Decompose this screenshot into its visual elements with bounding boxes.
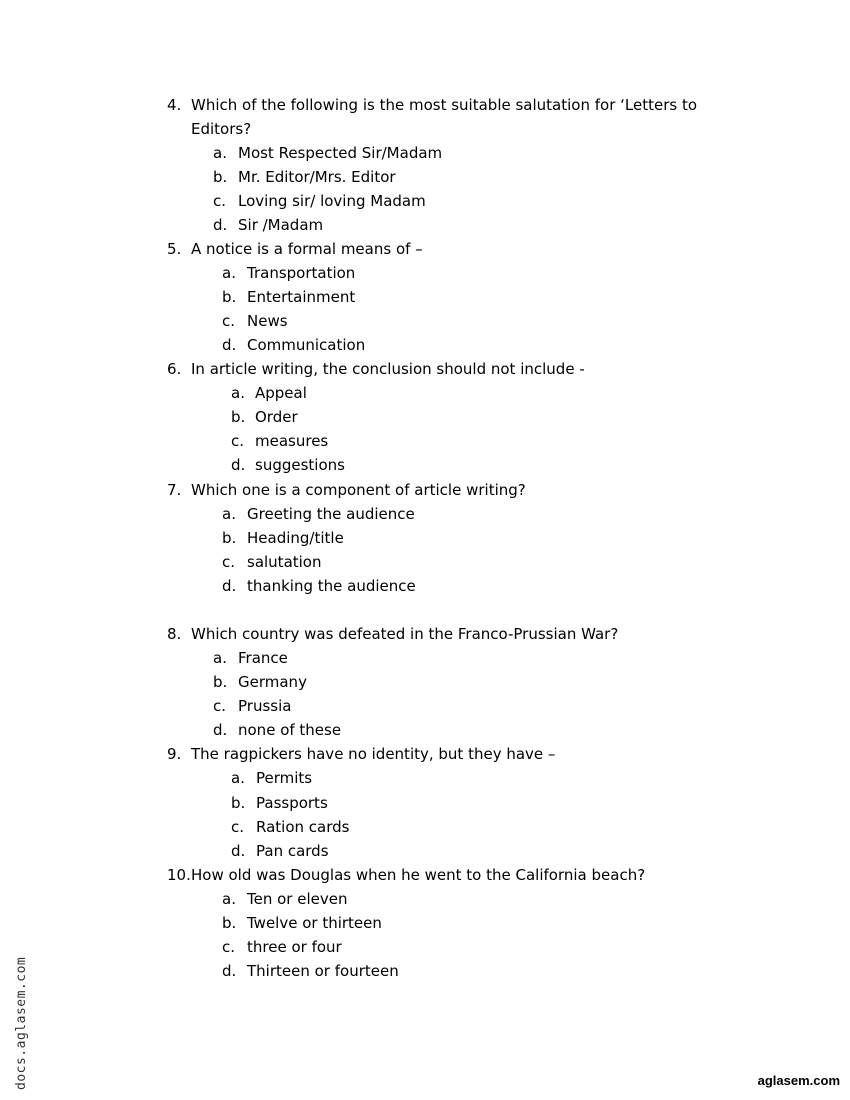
option-text: France (238, 649, 288, 667)
option-letter: b. (213, 168, 228, 186)
option-letter: a. (231, 384, 245, 402)
option-letter: c. (231, 432, 245, 450)
side-watermark: docs.aglasem.com (14, 956, 29, 1090)
option-text: Communication (247, 336, 366, 354)
option-text: Appeal (255, 384, 307, 402)
option-text: none of these (238, 721, 342, 739)
option-letter: c. (222, 553, 236, 571)
question-number: 6. (167, 360, 182, 378)
option-letter: b. (222, 529, 237, 547)
option-text: suggestions (255, 456, 345, 474)
question-number: 5. (167, 240, 182, 258)
option-letter: a. (222, 264, 236, 282)
option-text: Sir /Madam (238, 216, 324, 234)
question-text: Which country was defeated in the Franco-Prussian War? (191, 625, 619, 643)
question-text: How old was Douglas when he went to the California beach? (191, 866, 646, 884)
option-letter: b. (222, 288, 237, 306)
option-text: three or four (247, 938, 342, 956)
option-letter: c. (231, 818, 245, 836)
option-text: Most Respected Sir/Madam (238, 144, 443, 162)
option-text: measures (255, 432, 329, 450)
question-number: 8. (167, 625, 182, 643)
question-number: 7. (167, 481, 182, 499)
option-letter: d. (213, 721, 228, 739)
question-text: The ragpickers have no identity, but they have – (191, 745, 556, 763)
option-letter: d. (222, 336, 237, 354)
question-number: 10. (167, 866, 191, 884)
option-letter: b. (231, 794, 246, 812)
question-text: A notice is a formal means of – (191, 240, 423, 258)
option-text: Ten or eleven (247, 890, 348, 908)
option-text: Pan cards (256, 842, 329, 860)
option-letter: a. (213, 649, 227, 667)
option-text: Ration cards (256, 818, 350, 836)
option-letter: a. (231, 769, 245, 787)
option-letter: d. (222, 577, 237, 595)
option-letter: a. (213, 144, 227, 162)
option-text: thanking the audience (247, 577, 416, 595)
option-letter: b. (222, 914, 237, 932)
question-text: Which one is a component of article writing? (191, 481, 526, 499)
option-text: Permits (256, 769, 313, 787)
question-text: Which of the following is the most suitable salutation for ‘Letters to (191, 96, 698, 114)
option-letter: d. (213, 216, 228, 234)
question-text: In article writing, the conclusion should not include - (191, 360, 585, 378)
question-text: Editors? (191, 120, 252, 138)
option-letter: a. (222, 890, 236, 908)
option-text: Order (255, 408, 298, 426)
option-letter: d. (231, 456, 246, 474)
option-letter: b. (213, 673, 228, 691)
option-letter: b. (231, 408, 246, 426)
option-letter: d. (231, 842, 246, 860)
option-text: Heading/title (247, 529, 344, 547)
option-letter: a. (222, 505, 236, 523)
option-text: News (247, 312, 288, 330)
question-number: 4. (167, 96, 182, 114)
option-text: Passports (256, 794, 328, 812)
option-text: Transportation (247, 264, 356, 282)
option-text: Prussia (238, 697, 292, 715)
option-letter: c. (213, 697, 227, 715)
option-letter: c. (222, 938, 236, 956)
option-text: Thirteen or fourteen (247, 962, 399, 980)
option-letter: d. (222, 962, 237, 980)
option-letter: c. (222, 312, 236, 330)
option-text: Twelve or thirteen (247, 914, 382, 932)
option-text: Loving sir/ loving Madam (238, 192, 426, 210)
option-text: Greeting the audience (247, 505, 415, 523)
option-text: salutation (247, 553, 322, 571)
option-text: Mr. Editor/Mrs. Editor (238, 168, 396, 186)
option-letter: c. (213, 192, 227, 210)
option-text: Germany (238, 673, 307, 691)
footer-watermark: aglasem.com (757, 1073, 840, 1088)
option-text: Entertainment (247, 288, 356, 306)
question-number: 9. (167, 745, 182, 763)
